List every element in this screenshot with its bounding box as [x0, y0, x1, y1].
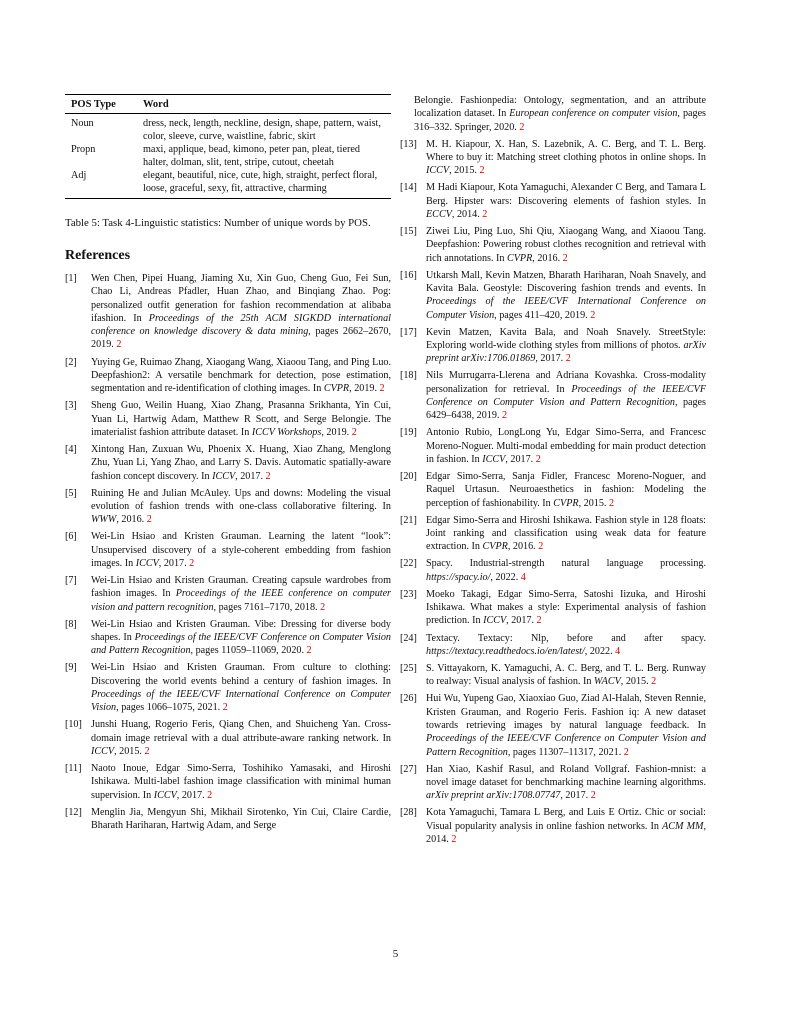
reference-details: , pages 6429–6438, 2019.	[426, 397, 706, 422]
backref-link[interactable]: 2	[222, 702, 228, 714]
reference-number: [9]	[65, 662, 77, 674]
backref-link[interactable]: 2	[479, 165, 485, 177]
reference-item	[65, 574, 391, 614]
reference-text: Kota Yamaguchi, Tamara L Berg, and Luis E Ortiz. Chic or social: Visual popularity analysis in online fashion networks. In	[426, 807, 706, 832]
reference-venue: European conference on computer vision	[509, 108, 678, 120]
backref-link[interactable]: 2	[379, 383, 385, 395]
reference-details: , 2017.	[235, 470, 264, 482]
reference-text: Spacy. Industrial-strength natural language processing.	[426, 558, 706, 570]
reference-venue: CVPR	[506, 252, 533, 264]
reference-text: Antonio Rubio, LongLong Yu, Edgar Simo-Serra, and Francesc Moreno-Noguer. Multi-modal embedding for main product detection in fashion. In	[426, 427, 706, 465]
table-header-row	[65, 95, 391, 114]
reference-item	[400, 662, 706, 689]
reference-text: M. H. Kiapour, X. Han, S. Lazebnik, A. C. Berg, and T. L. Berg. Where to buy it: Matching street clothing photos in online shops. In	[426, 138, 706, 163]
reference-details: , 2015.	[114, 745, 142, 757]
reference-venue: CVPR	[482, 541, 508, 553]
reference-details: , 2017.	[560, 790, 589, 802]
reference-venue: ICCV	[483, 615, 507, 627]
reference-text: Yuying Ge, Ruimao Zhang, Xiaogang Wang, Xiaoou Tang, and Ping Luo. Deepfashion2: A versatile benchmark for detection, pose estimation, segmentation and re-identification of clothing images. In	[91, 356, 391, 395]
reference-venue: ICCV	[212, 470, 236, 482]
reference-number: [2]	[65, 356, 77, 368]
backref-link[interactable]: 2	[320, 601, 326, 613]
reference-item	[400, 470, 706, 510]
backref-link[interactable]: 2	[482, 208, 488, 220]
reference-details: , 2014.	[426, 820, 707, 845]
reference-number: [8]	[65, 618, 77, 630]
backref-link[interactable]: 2	[519, 121, 525, 133]
reference-details: , pages 316–332. Springer, 2020.	[414, 108, 707, 133]
backref-link[interactable]: 2	[562, 252, 568, 264]
reference-item	[65, 272, 391, 352]
reference-venue: ICCV Workshops	[251, 426, 322, 438]
reference-venue: ACM MM	[662, 820, 704, 832]
backref-link[interactable]: 4	[520, 571, 526, 583]
reference-number: [15]	[400, 226, 417, 238]
reference-text: Wei-Lin Hsiao and Kristen Grauman. Learning the latent “look”: Unsupervised discovery of a style-coherent embedding from fashion images. In	[91, 531, 391, 569]
reference-venue: Proceedings of the IEEE/CVF International Conference on Computer Vision	[426, 296, 706, 321]
reference-number: [6]	[65, 531, 77, 543]
references-heading: References	[65, 248, 131, 263]
reference-details: , 2017.	[176, 789, 205, 801]
backref-link[interactable]: 2	[623, 746, 629, 758]
reference-text: Menglin Jia, Mengyun Shi, Mikhail Sirotenko, Yin Cui, Claire Cardie, Bharath Hariharan, Hartwig Adam, and Serge	[91, 806, 391, 832]
reference-details: , 2016.	[507, 541, 536, 553]
reference-item	[400, 692, 706, 758]
table-caption: Table 5: Task 4-Linguistic statistics: Number of unique words by POS.	[65, 217, 371, 229]
reference-venue: Proceedings of the IEEE/CVF International Conference on Computer Vision	[91, 688, 391, 714]
reference-details: , 2017.	[535, 353, 564, 365]
reference-text: Naoto Inoue, Edgar Simo-Serra, Toshihiko Yamasaki, and Hiroshi Ishikawa. Multi-label fashion image classification with minimal human supervision. In	[91, 763, 391, 801]
reference-list-left	[65, 272, 391, 832]
table-row	[65, 143, 391, 169]
reference-item	[400, 763, 706, 803]
reference-number: [20]	[400, 471, 417, 483]
reference-number: [27]	[400, 763, 417, 775]
reference-details: , 2022.	[490, 571, 519, 583]
reference-text: Belongie. Fashionpedia: Ontology, segmentation, and an attribute localization dataset. In	[414, 95, 706, 120]
reference-item	[400, 514, 706, 554]
reference-number: [11]	[65, 763, 82, 775]
reference-venue: ICCV	[482, 454, 506, 465]
reference-number: [7]	[65, 575, 77, 587]
reference-text: Xintong Han, Zuxuan Wu, Phoenix X. Huang, Xiao Zhang, Menglong Zhu, Yuan Li, Yang Zhao, and Larry S. Davis. Automatic spatially-aware fashion concept discovery. In	[91, 443, 391, 482]
reference-venue: arXiv preprint arXiv:1706.01869	[426, 340, 706, 365]
reference-venue: https://spacy.io/	[426, 571, 491, 583]
reference-text: Ziwei Liu, Ping Luo, Shi Qiu, Xiaogang Wang, and Xiaoou Tang. Deepfashion: Powering robust clothes recognition and retrieval with rich annotations. In	[426, 226, 706, 264]
words-cell: elegant, beautiful, nice, cute, high, straight, perfect floral, loose, graceful, sexy, fit, attractive, charming	[143, 170, 378, 194]
reference-item	[400, 225, 706, 265]
reference-text: S. Vittayakorn, K. Yamaguchi, A. C. Berg, and T. L. Berg. Runway to realway: Visual analysis of fashion. In	[426, 662, 706, 688]
reference-details: , pages 1066–1075, 2021.	[116, 702, 221, 714]
reference-number: [12]	[65, 806, 82, 818]
reference-number: [28]	[400, 807, 417, 819]
reference-item	[400, 326, 706, 366]
backref-link[interactable]: 2	[501, 410, 507, 422]
reference-item	[65, 806, 391, 833]
reference-details: , 2017.	[158, 557, 187, 569]
reference-text: Ruining He and Julian McAuley. Ups and downs: Modeling the visual evolution of fashion trends with one-class collaborative filtering. In	[91, 487, 391, 512]
words-cell: dress, neck, length, neckline, design, shape, pattern, waist, color, sleeve, curve, waistline, fabric, skirt	[143, 118, 381, 142]
reference-venue: WWW	[91, 514, 117, 526]
reference-item	[400, 94, 706, 134]
reference-number: [19]	[400, 427, 417, 439]
reference-item	[65, 443, 391, 483]
reference-item	[400, 806, 706, 846]
reference-number: [18]	[400, 370, 417, 382]
backref-link[interactable]: 2	[565, 353, 571, 365]
reference-item	[400, 369, 706, 422]
reference-item	[65, 718, 391, 758]
reference-venue: Proceedings of the IEEE/CVF Conference on Computer Vision and Pattern Recognition	[426, 733, 706, 758]
reference-number: [26]	[400, 693, 417, 705]
backref-link[interactable]: 2	[608, 497, 615, 509]
reference-item	[65, 487, 391, 527]
reference-number: [1]	[65, 273, 77, 284]
reference-item	[65, 762, 391, 802]
reference-number: [3]	[65, 400, 77, 412]
reference-number: [13]	[400, 138, 417, 150]
backref-link[interactable]: 2	[146, 514, 152, 526]
backref-link[interactable]: 2	[451, 833, 457, 845]
reference-details: , 2015.	[449, 165, 477, 177]
reference-venue: arXiv preprint arXiv:1708.07747	[426, 790, 561, 802]
backref-link[interactable]: 2	[207, 789, 213, 801]
reference-details: , pages 11059–11069, 2020.	[190, 645, 304, 657]
reference-item	[400, 588, 706, 628]
reference-details: , 2019.	[349, 383, 377, 395]
reference-item	[65, 530, 391, 570]
reference-details: , 2015.	[620, 676, 649, 688]
backref-link[interactable]: 2	[538, 541, 544, 553]
reference-list-right	[400, 94, 706, 846]
reference-venue: CVPR	[323, 383, 350, 395]
reference-text: Edgar Simo-Serra, Sanja Fidler, Francesc Moreno-Noguer, and Raquel Urtasun. Neuroaesthetics in fashion: Modeling the perception of fashionability. In	[426, 471, 706, 509]
table-row	[65, 114, 391, 144]
reference-details: , 2015.	[578, 497, 607, 509]
reference-item	[400, 632, 706, 659]
reference-number: [5]	[65, 487, 77, 499]
reference-venue: WACV	[593, 676, 621, 688]
header-pos-type: POS Type	[71, 99, 116, 110]
reference-item	[400, 557, 706, 584]
reference-venue: CVPR	[553, 497, 579, 509]
reference-text: Wei-Lin Hsiao and Kristen Grauman. From culture to clothing: Discovering the world events behind a century of fashion images. In	[91, 662, 391, 687]
reference-number: [23]	[400, 588, 417, 600]
reference-text: Wei-Lin Hsiao and Kristen Grauman. Vibe: Dressing for diverse body shapes. In	[91, 618, 391, 643]
reference-venue: ICCV	[153, 789, 177, 801]
reference-text: M Hadi Kiapour, Kota Yamaguchi, Alexander C Berg, and Tamara L Berg. Hipster wars: Discovering elements of fashion styles. In	[426, 182, 706, 207]
reference-item	[65, 399, 391, 439]
reference-details: , 2017.	[505, 454, 534, 465]
left-column	[65, 94, 391, 836]
reference-details: , pages 7161–7170, 2018.	[213, 601, 318, 613]
reference-text: Sheng Guo, Weilin Huang, Xiao Zhang, Prasanna Srikhanta, Yin Cui, Yuan Li, Hartwig Adam, Matthew R Scott, and Serge Belongie. The imaterialist fashion attribute dataset. In	[91, 400, 391, 438]
backref-link[interactable]: 2	[651, 676, 657, 688]
reference-text: Han Xiao, Kashif Rasul, and Roland Vollgraf. Fashion-mnist: a novel image dataset for benchmarking machine learning algorithms.	[426, 763, 706, 788]
reference-item	[400, 138, 706, 178]
backref-link[interactable]: 2	[590, 790, 596, 802]
right-column	[400, 94, 706, 850]
pos-type-cell: Propn	[71, 144, 96, 155]
reference-details: , pages 2662–2670, 2019.	[91, 326, 391, 351]
reference-number: [22]	[400, 558, 417, 570]
page-number: 5	[392, 948, 399, 960]
reference-text: Edgar Simo-Serra and Hiroshi Ishikawa. Fashion style in 128 floats: Joint ranking and classification using weak data for feature extraction. In	[426, 514, 706, 553]
reference-details: , 2014.	[451, 208, 480, 220]
reference-details: , 2016.	[116, 514, 145, 526]
backref-link[interactable]: 2	[265, 470, 271, 482]
reference-text: Textacy. Textacy: Nlp, before and after spacy.	[426, 632, 706, 644]
backref-link[interactable]: 2	[351, 426, 357, 438]
reference-text: Kevin Matzen, Kavita Bala, and Noah Snavely. StreetStyle: Exploring world-wide clothing styles from millions of photos.	[426, 326, 706, 352]
reference-number: [24]	[400, 632, 417, 644]
backref-link[interactable]: 2	[144, 745, 150, 757]
reference-text: Nils Murrugarra-Llerena and Adriana Kovashka. Cross-modality personalization for retrieval. In	[426, 370, 706, 395]
reference-number: [16]	[400, 269, 417, 281]
reference-item	[65, 661, 391, 714]
reference-text: Junshi Huang, Rogerio Feris, Qiang Chen, and Shuicheng Yan. Cross-domain image retrieval with a dual attribute-aware ranking network. In	[91, 719, 391, 744]
reference-item	[400, 426, 706, 466]
header-word: Word	[143, 99, 169, 110]
reference-number: [10]	[65, 719, 82, 731]
reference-text: Utkarsh Mall, Kevin Matzen, Bharath Hariharan, Noah Snavely, and Kavita Bala. Geostyle: Discovering fashion trends and events. In	[426, 269, 706, 295]
backref-link[interactable]: 2	[306, 645, 312, 657]
reference-text: Wen Chen, Pipei Huang, Jiaming Xu, Xin Guo, Cheng Guo, Fei Sun, Chao Li, Andreas Pfadler, Huan Zhao, and Binqiang Zhao. Pog: personalized outfit generation for fashion recommendation at alibaba ifashion. In	[91, 273, 391, 324]
reference-venue: ICCV	[426, 165, 450, 177]
reference-details: , pages 411–420, 2019.	[494, 309, 588, 321]
backref-link[interactable]: 2	[536, 615, 542, 627]
backref-link[interactable]: 4	[615, 645, 621, 657]
reference-item	[400, 269, 706, 322]
reference-number: [25]	[400, 662, 417, 674]
reference-text: Moeko Takagi, Edgar Simo-Serra, Satoshi Iizuka, and Hiroshi Ishikawa. What makes a style: Experimental analysis of fashion prediction. In	[426, 588, 706, 627]
reference-venue: ECCV	[426, 208, 452, 220]
pos-table	[65, 94, 391, 199]
backref-link[interactable]: 2	[116, 339, 122, 351]
reference-item	[400, 181, 706, 221]
reference-details: , 2016.	[532, 252, 561, 264]
reference-details: , 2017.	[506, 615, 534, 627]
reference-venue: Proceedings of the 25th ACM SIGKDD international conference on knowledge discovery & data mining	[91, 312, 391, 338]
pos-type-cell: Adj	[71, 170, 87, 181]
reference-details: , 2022.	[584, 645, 613, 657]
table-row	[65, 169, 391, 199]
reference-venue: Proceedings of the IEEE/CVF Conference on Computer Vision and Pattern Recognition	[91, 632, 391, 657]
reference-number: [4]	[65, 443, 77, 455]
reference-details: , 2019.	[321, 426, 350, 438]
reference-number: [14]	[400, 182, 417, 194]
reference-text: Hui Wu, Yupeng Gao, Xiaoxiao Guo, Ziad Al-Halah, Steven Rennie, Kristen Grauman, and Rogerio Feris. Fashion iq: A new dataset towards retrieving images by natural language feedback. In	[426, 693, 706, 731]
backref-link[interactable]: 2	[189, 557, 195, 569]
reference-venue: https://textacy.readthedocs.io/en/latest/	[426, 645, 585, 657]
reference-venue: ICCV	[91, 745, 115, 757]
reference-item	[65, 356, 391, 396]
reference-text: Wei-Lin Hsiao and Kristen Grauman. Creating capsule wardrobes from fashion images. In	[91, 575, 391, 600]
words-cell: maxi, applique, bead, kimono, peter pan, pleat, tiered halter, dolman, slit, tent, stripe, cutout, cheetah	[143, 144, 360, 168]
reference-number: [17]	[400, 326, 417, 338]
reference-venue: Proceedings of the IEEE conference on computer vision and pattern recognition	[91, 588, 391, 613]
backref-link[interactable]: 2	[590, 309, 596, 321]
pos-type-cell: Noun	[71, 118, 94, 129]
reference-venue: ICCV	[135, 557, 159, 569]
reference-number: [21]	[400, 514, 417, 526]
reference-venue: Proceedings of the IEEE/CVF Conference on Computer Vision and Pattern Recognition	[426, 383, 707, 409]
backref-link[interactable]: 2	[535, 454, 541, 465]
reference-item	[65, 618, 391, 658]
reference-details: , pages 11307–11317, 2021.	[507, 746, 622, 758]
